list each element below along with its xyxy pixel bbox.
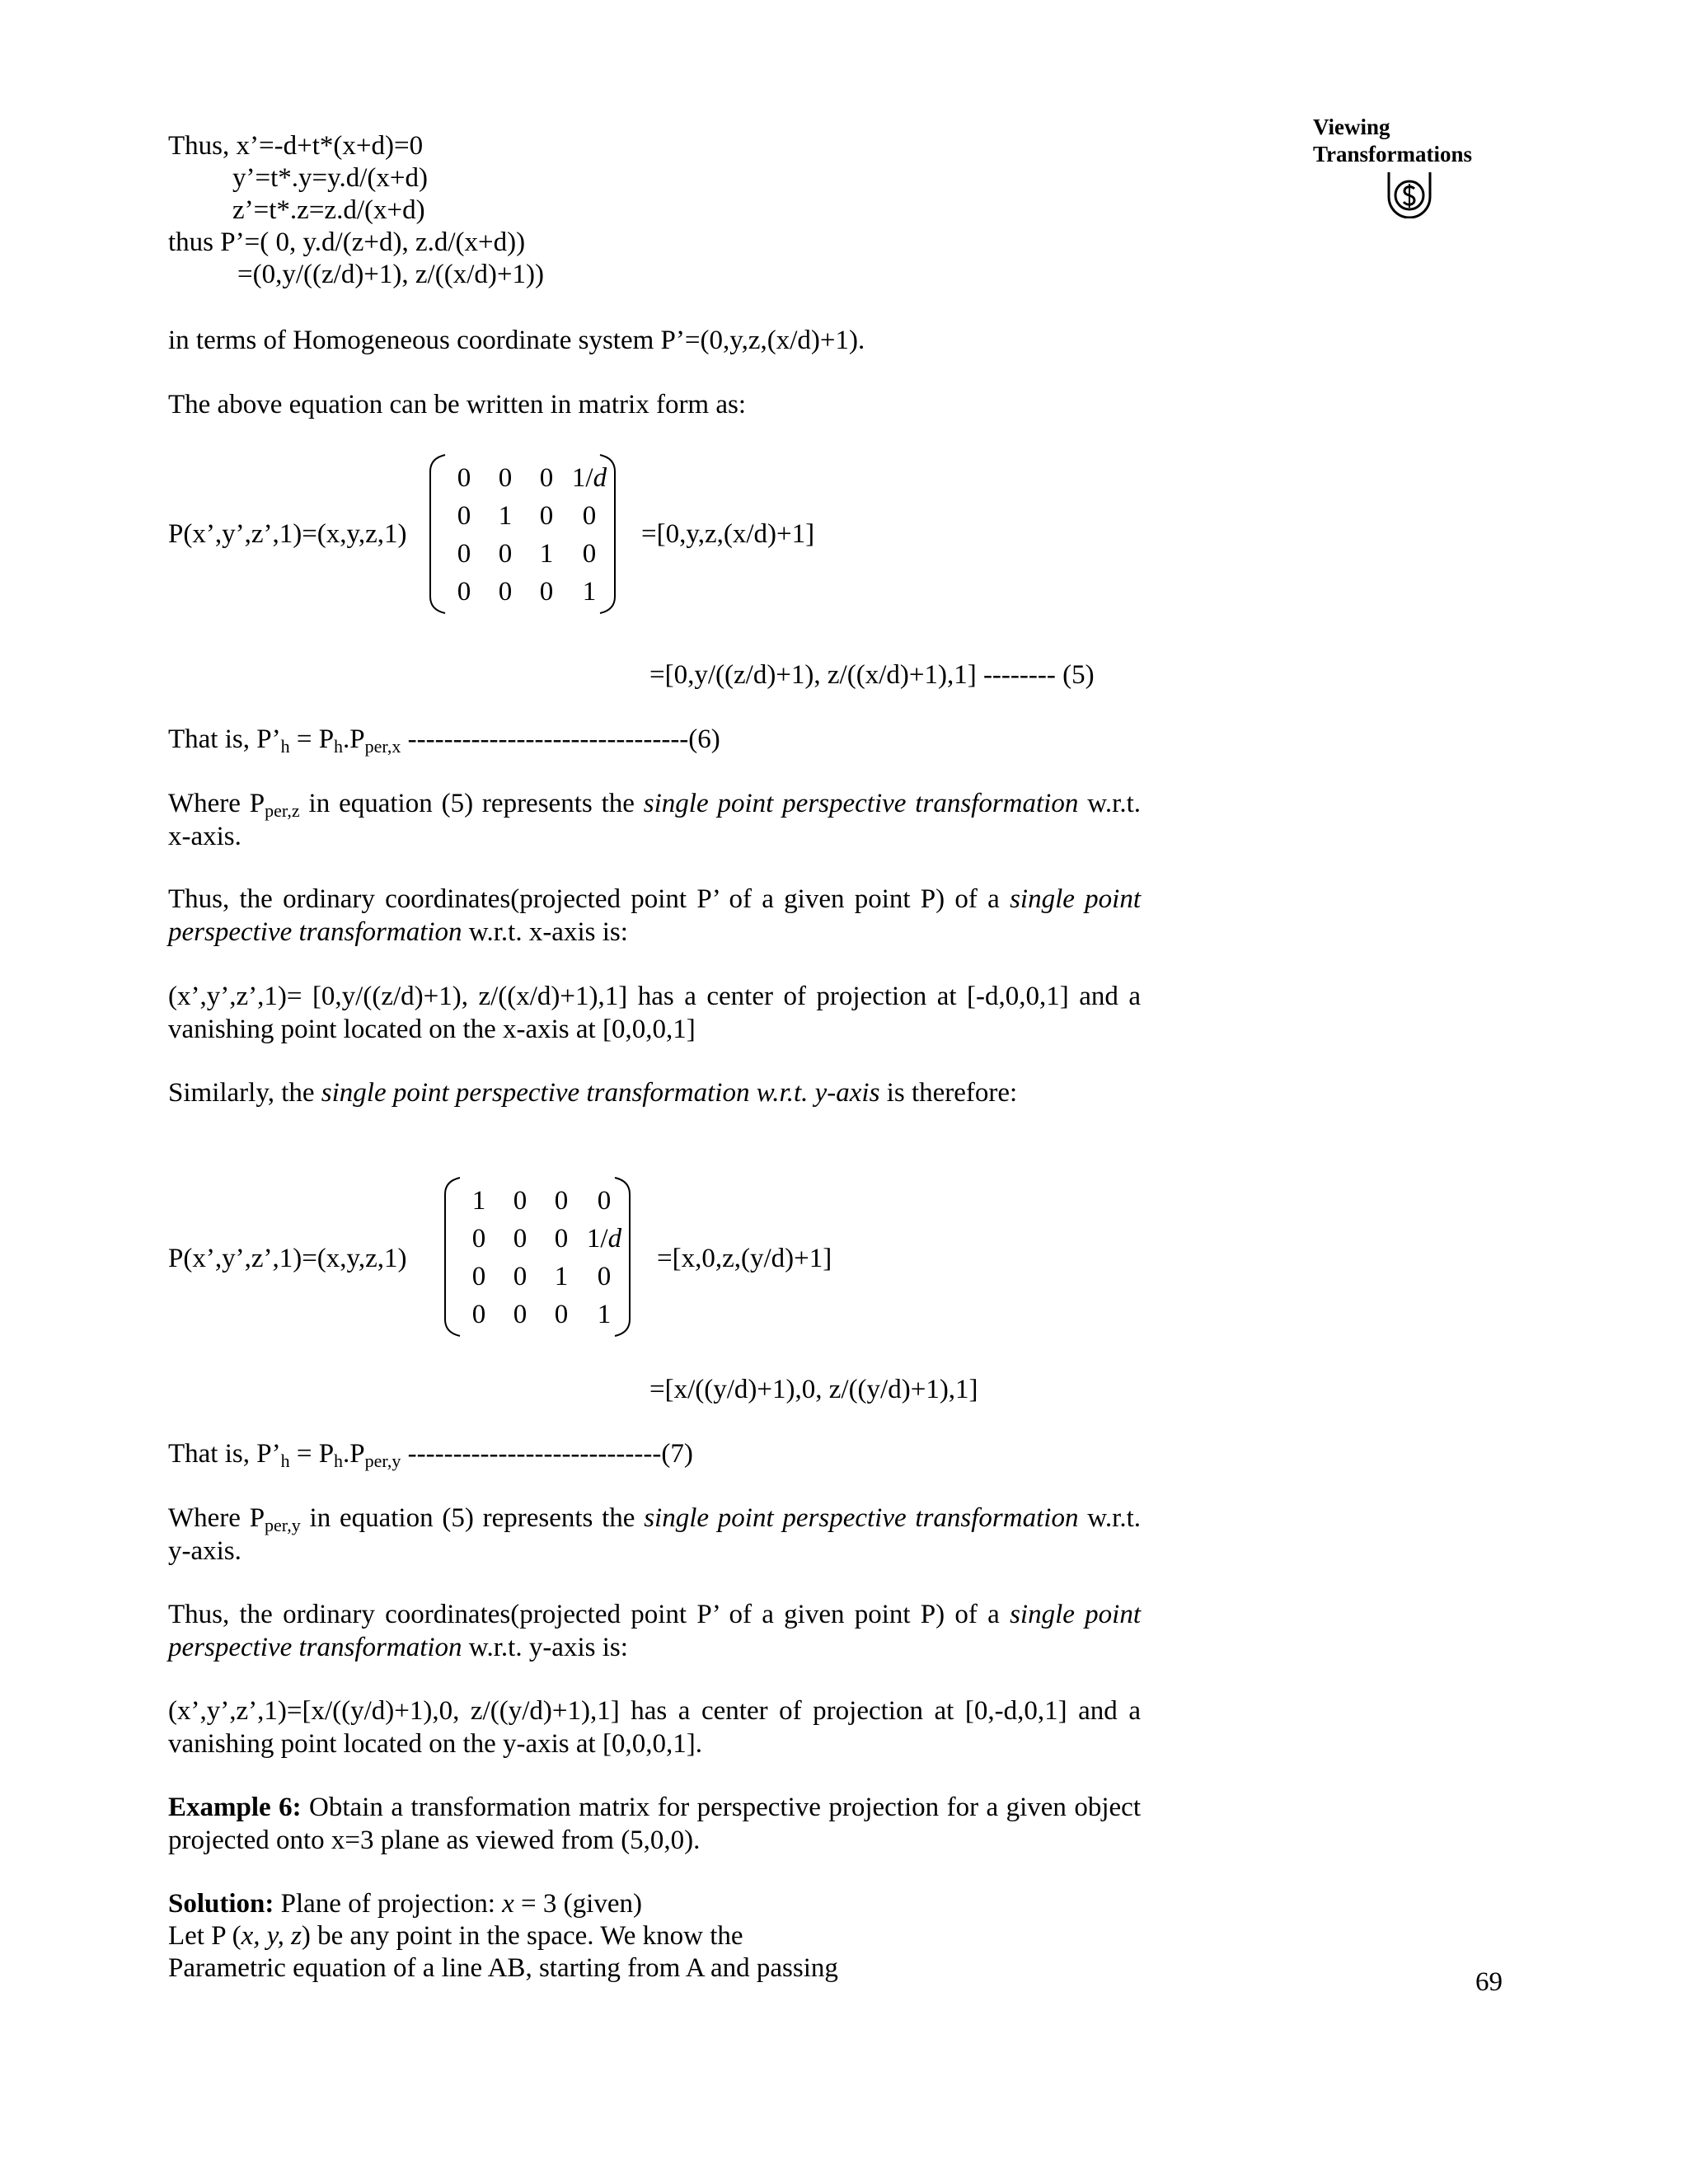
matrix-cell: 0 [513, 1224, 528, 1254]
italic-term: single point perspective transformation [168, 884, 1141, 947]
subscript: h [280, 736, 290, 757]
text: Let P ( [168, 1921, 241, 1951]
text: = P [289, 1439, 335, 1469]
italic-var: x, y, z [241, 1921, 302, 1951]
eq2-result: =[x/((y/d)+1),0, z/((y/d)+1),1] [649, 1375, 978, 1404]
header-line-1: Viewing [1313, 115, 1390, 139]
that-is-eq6 [168, 723, 720, 756]
similarly-paragraph [168, 1076, 1017, 1109]
derivation-line-3: z’=t*.z=z.d/(x+d) [232, 195, 425, 225]
ordinary-paragraph-y [168, 1598, 1141, 1664]
where-paragraph-y [168, 1502, 1141, 1568]
text: ----------------------------(7) [401, 1439, 693, 1469]
matrix-cell: 0 [471, 1224, 486, 1254]
text: w.r.t. x-axis. [168, 789, 1141, 851]
text: Plane of projection: [274, 1889, 503, 1919]
eq1-rhs: =[0,y,z,(x/d)+1] [641, 519, 815, 549]
derivation-line-4: thus P’=( 0, y.d/(z+d), z.d/(x+d)) [168, 227, 526, 257]
matrix-cell: 0 [513, 1262, 528, 1291]
eq2-matrix [442, 1174, 633, 1339]
text: That is, P’ [168, 1439, 281, 1469]
solution-line-3: Parametric equation of a line AB, starting from A and passing [168, 1953, 838, 1983]
center-paragraph-x: (x’,y’,z’,1)= [0,y/((z/d)+1), z/((x/d)+1),1] has a center of projection at [-d,0,0,1] and a vanishing point located on the x-axis at [0,0,0,1] [168, 982, 1141, 1044]
italic-term: single point perspective transformation [644, 1503, 1079, 1533]
derivation-line-2: y’=t*.y=y.d/(x+d) [232, 163, 428, 193]
matrix-cell: 0 [498, 577, 513, 607]
ordinary-paragraph-x [168, 883, 1141, 949]
text: Thus, the ordinary coordinates(projected point P’ of a given point P) of a [168, 1600, 1010, 1629]
where-paragraph-x [168, 787, 1141, 853]
subscript: h [334, 1451, 344, 1471]
matrix-cell: 1 [597, 1300, 612, 1329]
solution-line-2 [168, 1919, 743, 1952]
subscript: per,z [265, 800, 300, 821]
subscript: per,x [364, 736, 401, 757]
matrix-cell: 0 [513, 1186, 528, 1216]
text: Thus, the ordinary coordinates(projected point P’ of a given point P) of a [168, 884, 1010, 914]
text: .P [343, 724, 365, 754]
eq1-lhs: P(x’,y’,z’,1)=(x,y,z,1) [168, 519, 407, 549]
matrix-cell: 0 [457, 577, 471, 607]
text: ) be any point in the space. We know the [301, 1921, 743, 1951]
matrix-cell: 0 [582, 501, 597, 531]
subscript: h [334, 736, 344, 757]
matrix-cell: 1 [554, 1262, 569, 1291]
solution-label: Solution: [168, 1889, 274, 1919]
header-line-2: Transformations [1313, 142, 1472, 166]
matrix-cell: 1 [582, 577, 597, 607]
center-paragraph-y: (x’,y’,z’,1)=[x/((y/d)+1),0, z/((y/d)+1),1] has a center of projection at [0,-d,0,1] and a vanishing point located on the y-axis at [0,0,0,1]. [168, 1696, 1141, 1759]
text: = P [289, 724, 335, 754]
italic-term: single point perspective transformation w.r.t. y-axis [321, 1078, 880, 1108]
matrix-cell: 0 [597, 1186, 612, 1216]
derivation-line-5: =(0,y/((z/d)+1), z/((x/d)+1)) [237, 260, 544, 289]
text: is therefore: [879, 1078, 1018, 1108]
matrix-cell: 0 [554, 1186, 569, 1216]
eq2-rhs: =[x,0,z,(y/d)+1] [657, 1244, 832, 1273]
subscript: per,y [364, 1451, 401, 1471]
text: w.r.t. x-axis is: [462, 917, 628, 947]
italic-term: single point perspective transformation [643, 789, 1079, 818]
italic-term: single point perspective transformation [168, 1600, 1141, 1662]
eq1-matrix [427, 452, 618, 616]
text: w.r.t. y-axis. [168, 1503, 1141, 1566]
matrix-cell: 1 [539, 539, 554, 569]
running-header [1313, 114, 1472, 168]
derivation-line-1: Thus, x’=-d+t*(x+d)=0 [168, 131, 424, 161]
matrix-cell: 0 [513, 1300, 528, 1329]
text: in equation (5) represents the [299, 789, 644, 818]
that-is-eq7 [168, 1437, 693, 1470]
subscript: h [280, 1451, 290, 1471]
university-emblem-icon [1384, 167, 1435, 218]
matrix-cell: 0 [539, 577, 554, 607]
italic-var: x [502, 1889, 514, 1919]
text: -------------------------------(6) [401, 724, 720, 754]
page-number: 69 [1475, 1967, 1503, 1997]
text: Where P [168, 1503, 265, 1533]
text: Similarly, the [168, 1078, 321, 1108]
text: Where P [168, 789, 265, 818]
matrix-cell: 0 [539, 463, 554, 493]
example-label: Example 6: [168, 1793, 302, 1822]
matrix-cell: 0 [498, 463, 513, 493]
text: w.r.t. y-axis is: [462, 1633, 628, 1662]
matrix-cell: 0 [457, 501, 471, 531]
matrix-cell: 1 [471, 1186, 486, 1216]
text: in equation (5) represents the [300, 1503, 645, 1533]
matrix-cell: 1/d [586, 1224, 622, 1254]
matrix-cell: 0 [471, 1262, 486, 1291]
matrix-cell: 0 [457, 539, 471, 569]
matrix-cell: 0 [554, 1224, 569, 1254]
example-6 [168, 1791, 1141, 1857]
matrix-cell: 0 [582, 539, 597, 569]
matrix-cell: 0 [539, 501, 554, 531]
matrix-cell: 0 [498, 539, 513, 569]
matrix-cell: 1/d [571, 463, 607, 493]
text: That is, P’ [168, 724, 281, 754]
eq1-result: =[0,y/((z/d)+1), z/((x/d)+1),1] -------- (5) [649, 660, 1095, 690]
matrix-intro: The above equation can be written in matrix form as: [168, 390, 747, 419]
eq2-lhs: P(x’,y’,z’,1)=(x,y,z,1) [168, 1244, 407, 1273]
matrix-cell: 0 [457, 463, 471, 493]
matrix-cell: 0 [554, 1300, 569, 1329]
subscript: per,y [265, 1515, 301, 1535]
text: Obtain a transformation matrix for perspective projection for a given object projected onto x=3 plane as viewed from (5,0,0). [168, 1793, 1141, 1855]
matrix-cell: 0 [471, 1300, 486, 1329]
homogeneous-statement: in terms of Homogeneous coordinate system P’=(0,y,z,(x/d)+1). [168, 326, 865, 355]
text: = 3 (given) [513, 1889, 642, 1919]
matrix-cell: 1 [498, 501, 513, 531]
matrix-cell: 0 [597, 1262, 612, 1291]
text: .P [343, 1439, 365, 1469]
solution-line-1 [168, 1887, 642, 1920]
